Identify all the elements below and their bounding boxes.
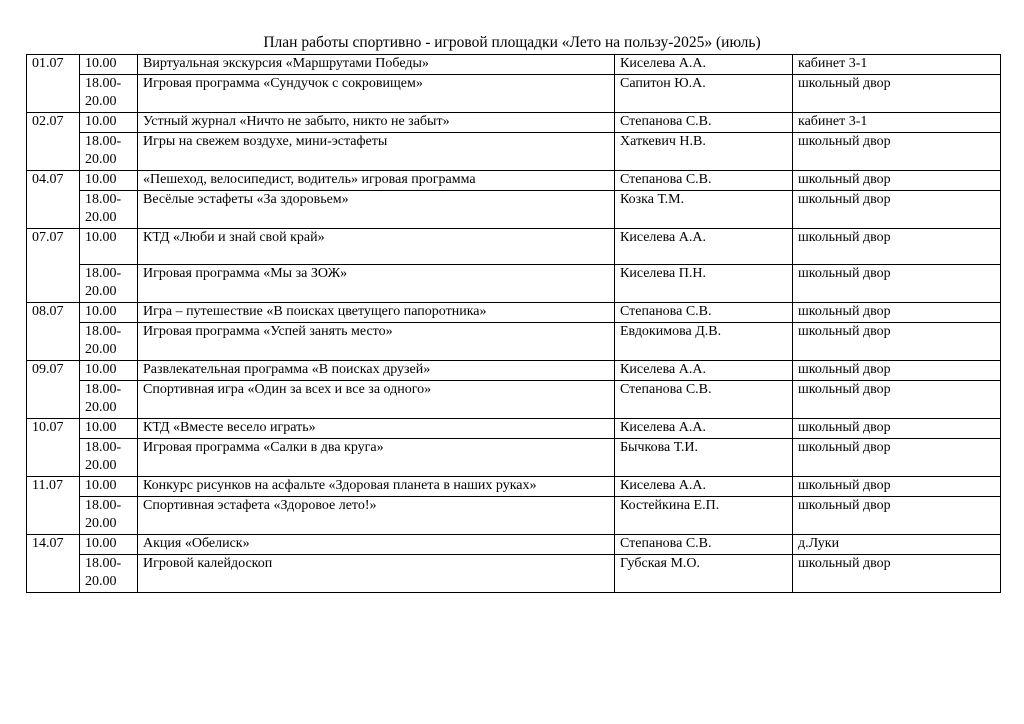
- responsible-cell: Бычкова Т.И.: [615, 439, 793, 477]
- time-cell: [80, 191, 138, 229]
- time-cell: [80, 361, 138, 381]
- time-line: 10.00: [85, 114, 117, 129]
- schedule-row: [27, 75, 1001, 113]
- time-line: 10.00: [85, 362, 117, 377]
- time-cell: [80, 439, 138, 477]
- place-cell: школьный двор: [793, 439, 1001, 477]
- time-line: 20.00: [85, 400, 117, 415]
- responsible-cell: Евдокимова Д.В.: [615, 323, 793, 361]
- time-line: 20.00: [85, 458, 117, 473]
- event-cell: Конкурс рисунков на асфальте «Здоровая планета в наших руках»: [138, 477, 615, 497]
- place-cell: школьный двор: [793, 477, 1001, 497]
- place-cell: школьный двор: [793, 555, 1001, 593]
- event-cell: Игровая программа «Успей занять место»: [138, 323, 615, 361]
- event-cell: Развлекательная программа «В поисках друзей»: [138, 361, 615, 381]
- event-cell: «Пешеход, велосипедист, водитель» игровая программа: [138, 171, 615, 191]
- responsible-cell: Степанова С.В.: [615, 381, 793, 419]
- place-cell: школьный двор: [793, 229, 1001, 265]
- schedule-row: [27, 191, 1001, 229]
- time-line: 18.00-: [85, 266, 122, 281]
- date-cell: 08.07: [27, 303, 80, 361]
- schedule-row: [27, 265, 1001, 303]
- place-cell: д.Луки: [793, 535, 1001, 555]
- place-cell: школьный двор: [793, 381, 1001, 419]
- responsible-cell: Костейкина Е.П.: [615, 497, 793, 535]
- schedule-body: [27, 55, 1001, 593]
- event-cell: Игровая программа «Сундучок с сокровищем»: [138, 75, 615, 113]
- time-line: 18.00-: [85, 324, 122, 339]
- time-line: 18.00-: [85, 192, 122, 207]
- document-title: План работы спортивно - игровой площадки «Лето на пользу-2025» (июль): [263, 34, 761, 51]
- time-line: 18.00-: [85, 498, 122, 513]
- date-cell: 10.07: [27, 419, 80, 477]
- time-cell: [80, 55, 138, 75]
- place-cell: школьный двор: [793, 419, 1001, 439]
- time-line: 20.00: [85, 516, 117, 531]
- time-line: 18.00-: [85, 440, 122, 455]
- time-cell: [80, 133, 138, 171]
- time-line: 10.00: [85, 420, 117, 435]
- time-cell: [80, 477, 138, 497]
- event-cell: Игровая программа «Мы за ЗОЖ»: [138, 265, 615, 303]
- responsible-cell: Степанова С.В.: [615, 535, 793, 555]
- responsible-cell: Сапитон Ю.А.: [615, 75, 793, 113]
- place-cell: школьный двор: [793, 191, 1001, 229]
- schedule-row: [27, 133, 1001, 171]
- time-cell: [80, 75, 138, 113]
- time-cell: [80, 381, 138, 419]
- responsible-cell: Губская М.О.: [615, 555, 793, 593]
- time-line: 10.00: [85, 56, 117, 71]
- responsible-cell: Степанова С.В.: [615, 171, 793, 191]
- event-cell: Спортивная эстафета «Здоровое лето!»: [138, 497, 615, 535]
- time-cell: [80, 171, 138, 191]
- time-line: 20.00: [85, 284, 117, 299]
- time-line: 20.00: [85, 94, 117, 109]
- date-cell: 11.07: [27, 477, 80, 535]
- time-line: 20.00: [85, 342, 117, 357]
- schedule-row: [27, 555, 1001, 593]
- schedule-row: [27, 419, 1001, 439]
- date-cell: 01.07: [27, 55, 80, 113]
- responsible-cell: Хаткевич Н.В.: [615, 133, 793, 171]
- place-cell: школьный двор: [793, 171, 1001, 191]
- date-cell: 02.07: [27, 113, 80, 171]
- time-cell: [80, 555, 138, 593]
- date-cell: 07.07: [27, 229, 80, 303]
- schedule-row: [27, 171, 1001, 191]
- place-cell: школьный двор: [793, 133, 1001, 171]
- schedule-row: [27, 55, 1001, 75]
- time-line: 20.00: [85, 210, 117, 225]
- schedule-row: [27, 361, 1001, 381]
- place-cell: кабинет 3-1: [793, 113, 1001, 133]
- time-line: 10.00: [85, 304, 117, 319]
- time-cell: [80, 265, 138, 303]
- time-line: 18.00-: [85, 134, 122, 149]
- time-line: 10.00: [85, 230, 117, 245]
- responsible-cell: Киселева А.А.: [615, 55, 793, 75]
- place-cell: школьный двор: [793, 265, 1001, 303]
- time-line: 18.00-: [85, 76, 122, 91]
- time-line: 10.00: [85, 478, 117, 493]
- place-cell: школьный двор: [793, 323, 1001, 361]
- schedule-row: [27, 381, 1001, 419]
- responsible-cell: Киселева А.А.: [615, 419, 793, 439]
- place-cell: школьный двор: [793, 361, 1001, 381]
- event-cell: КТД «Вместе весело играть»: [138, 419, 615, 439]
- event-cell: Устный журнал «Ничто не забыто, никто не забыт»: [138, 113, 615, 133]
- event-cell: Игры на свежем воздухе, мини-эстафеты: [138, 133, 615, 171]
- responsible-cell: Киселева А.А.: [615, 229, 793, 265]
- schedule-row: [27, 497, 1001, 535]
- time-line: 20.00: [85, 574, 117, 589]
- event-cell: Виртуальная экскурсия «Маршрутами Победы»: [138, 55, 615, 75]
- event-cell: Весёлые эстафеты «За здоровьем»: [138, 191, 615, 229]
- place-cell: школьный двор: [793, 303, 1001, 323]
- event-cell: КТД «Люби и знай свой край»: [138, 229, 615, 265]
- schedule-row: [27, 323, 1001, 361]
- date-cell: 14.07: [27, 535, 80, 593]
- event-cell: Игра – путешествие «В поисках цветущего папоротника»: [138, 303, 615, 323]
- time-line: 18.00-: [85, 556, 122, 571]
- time-cell: [80, 323, 138, 361]
- place-cell: школьный двор: [793, 75, 1001, 113]
- event-cell: Спортивная игра «Один за всех и все за одного»: [138, 381, 615, 419]
- time-cell: [80, 419, 138, 439]
- time-cell: [80, 497, 138, 535]
- event-cell: Игровая программа «Салки в два круга»: [138, 439, 615, 477]
- time-cell: [80, 303, 138, 323]
- time-line: 10.00: [85, 172, 117, 187]
- responsible-cell: Степанова С.В.: [615, 303, 793, 323]
- time-cell: [80, 113, 138, 133]
- time-line: 20.00: [85, 152, 117, 167]
- schedule-row: [27, 229, 1001, 265]
- schedule-row: [27, 303, 1001, 323]
- responsible-cell: Козка Т.М.: [615, 191, 793, 229]
- schedule-table: [26, 54, 1001, 593]
- schedule-row: [27, 113, 1001, 133]
- time-cell: [80, 229, 138, 265]
- date-cell: 09.07: [27, 361, 80, 419]
- schedule-row: [27, 535, 1001, 555]
- responsible-cell: Киселева А.А.: [615, 477, 793, 497]
- event-cell: Игровой калейдоскоп: [138, 555, 615, 593]
- time-line: 10.00: [85, 536, 117, 551]
- time-line: 18.00-: [85, 382, 122, 397]
- responsible-cell: Киселева П.Н.: [615, 265, 793, 303]
- time-cell: [80, 535, 138, 555]
- place-cell: кабинет 3-1: [793, 55, 1001, 75]
- event-cell: Акция «Обелиск»: [138, 535, 615, 555]
- date-cell: 04.07: [27, 171, 80, 229]
- place-cell: школьный двор: [793, 497, 1001, 535]
- schedule-row: [27, 477, 1001, 497]
- responsible-cell: Степанова С.В.: [615, 113, 793, 133]
- responsible-cell: Киселева А.А.: [615, 361, 793, 381]
- schedule-row: [27, 439, 1001, 477]
